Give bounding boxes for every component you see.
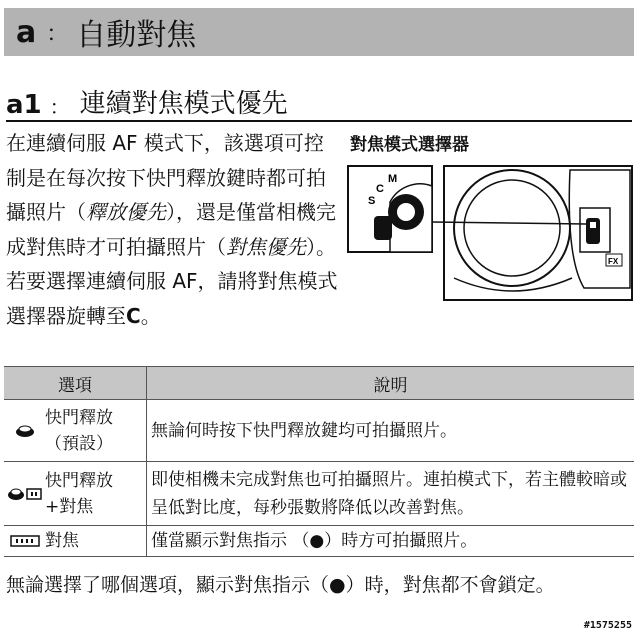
option-description: 僅當顯示對焦指示 （●）時方可拍攝照片。: [147, 526, 635, 557]
options-table: [4, 366, 634, 557]
body-paragraph: [6, 126, 342, 334]
dial-letter-s: S: [368, 195, 376, 207]
watermark: #1575255: [583, 620, 632, 631]
option-sublabel: +對焦: [45, 496, 94, 517]
section-letter: a: [16, 14, 37, 50]
table-row: [4, 462, 634, 526]
option-description: 無論何時按下快門釋放鍵均可拍攝照片。: [147, 400, 635, 462]
table-row: [4, 400, 634, 462]
subsection-title: 連續對焦模式優先: [79, 89, 288, 119]
diagram-label: 對焦模式選擇器: [350, 135, 469, 155]
body-italic-focus: 對焦優先: [226, 234, 306, 259]
focus-priority-icon: [5, 534, 45, 548]
release-priority-icon: [5, 423, 45, 439]
mode-letter: C: [126, 303, 141, 328]
option-label: 快門釋放: [45, 470, 113, 491]
footnote: 無論選擇了哪個選項，顯示對焦指示（●）時，對焦都不會鎖定。: [6, 574, 555, 596]
subsection-code: a1: [6, 90, 42, 120]
release-focus-icon: [5, 486, 45, 502]
dial-letter-c: C: [376, 183, 384, 195]
subsection-colon: ：: [49, 95, 70, 119]
body-text-mid: ），還是僅當相機完成對焦時才可拍攝照片（: [6, 200, 336, 259]
option-label: 對焦: [45, 531, 79, 551]
body-italic-release: 釋放優先: [86, 200, 166, 225]
header-description: 說明: [147, 367, 635, 400]
header-option: 選項: [4, 367, 147, 400]
dial-letter-m: M: [388, 173, 398, 185]
section-banner: [4, 8, 634, 56]
section-colon: ：: [46, 21, 69, 47]
section-title: 自動對焦: [76, 18, 197, 53]
option-description: 即使相機未完成對焦也可拍攝照片。連拍模式下，若主體較暗或呈低對比度，每秒張數將降低以改善對焦。: [147, 462, 635, 526]
focus-mode-selector-illustration: [344, 158, 636, 304]
body-text-start: 在連續伺服 AF 模式下，該選項可控制是在每次按下快門釋放鍵時都可拍攝照片（: [6, 131, 326, 225]
body-text-end: ）。若要選擇連續伺服 AF，請將對焦模式選擇器旋轉至: [6, 234, 338, 328]
option-sublabel: （預設）: [45, 433, 113, 454]
table-header-row: [4, 367, 634, 400]
subsection-heading: [6, 76, 632, 122]
body-text-final: 。: [140, 303, 161, 328]
fx-badge-text: FX: [608, 257, 619, 266]
option-label: 快門釋放: [45, 407, 113, 428]
table-row: [4, 526, 634, 557]
